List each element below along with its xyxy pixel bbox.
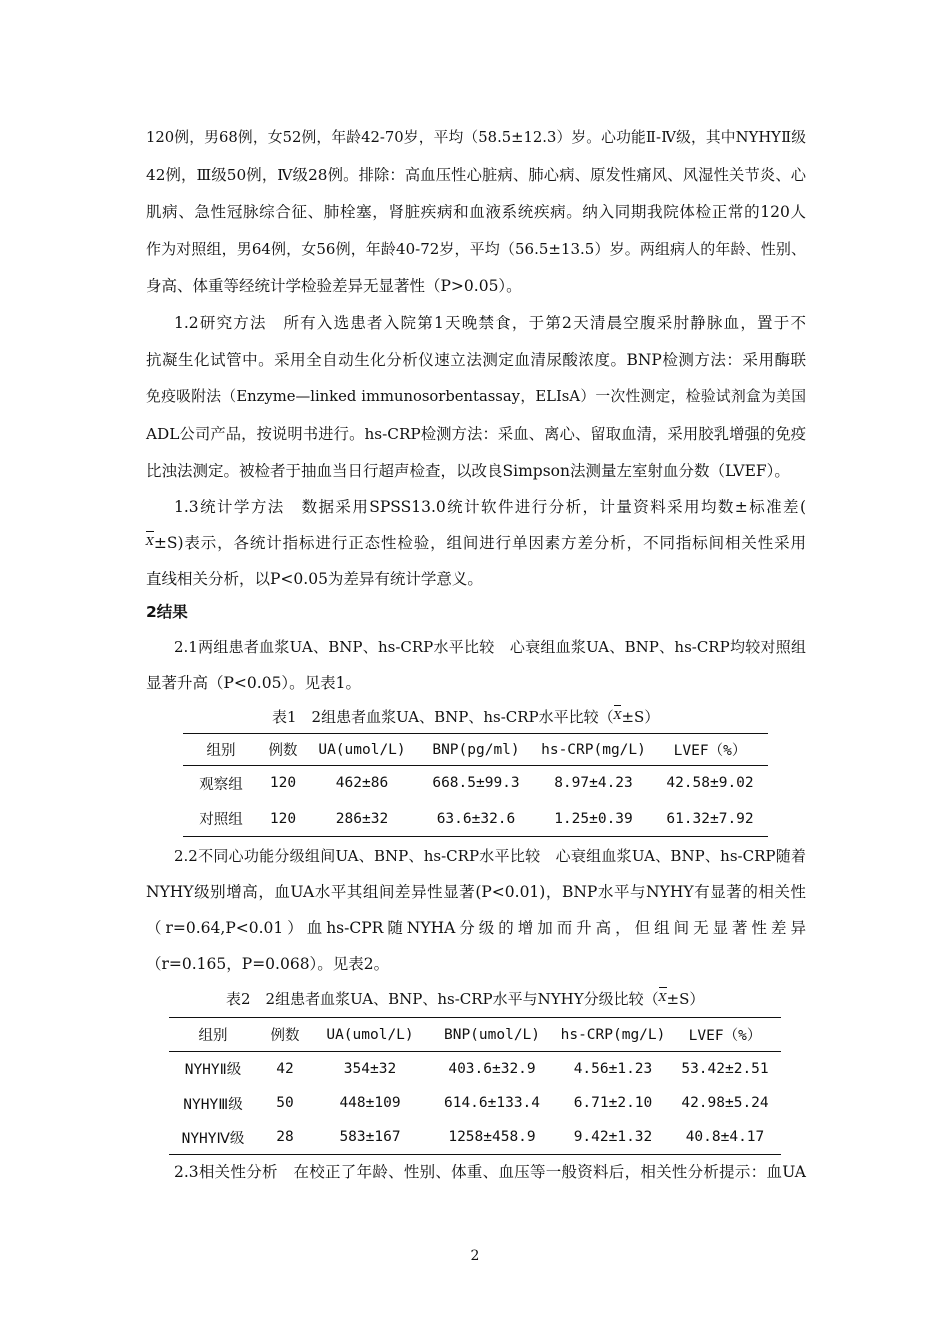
table-cell: 8.97±4.23	[554, 775, 633, 791]
table-cell: 观察组	[199, 776, 243, 793]
table-cell: 28	[276, 1129, 294, 1145]
table-caption: 表2 2组患者血浆UA、BNP、hs-CRP水平与NYHY分级比较（X±S）	[226, 990, 705, 1008]
table-row	[183, 801, 768, 836]
table-cell: 对照组	[199, 812, 243, 828]
table-cell: 6.71±2.10	[573, 1095, 653, 1111]
paragraph-line: 肌病、急性冠脉综合征、肺栓塞，肾脏疾病和血液系统疾病。纳入同期我院体检正常的120人	[146, 203, 806, 221]
paragraph-line: NYHY级别增高，血UA水平其组间差异性显著(P<0.01)，BNP水平与NYHY有显著的相关性	[146, 883, 806, 901]
paragraph-line: 直线相关分析，以P<0.05为差异有统计学意义。	[146, 570, 483, 588]
table-row	[169, 1086, 781, 1120]
section-heading: 2结果	[146, 603, 188, 621]
table-cell: 462±86	[335, 775, 389, 791]
table-cell: 9.42±1.32	[573, 1129, 653, 1145]
paragraph-line: 抗凝生化试管中。采用全自动生化分析仪速立法测定血清尿酸浓度。BNP检测方法：采用酶联	[146, 351, 806, 369]
table-cell: 1258±458.9	[448, 1129, 536, 1145]
table-cell: 42.98±5.24	[681, 1095, 769, 1111]
table-cell: NYHYⅡ级	[184, 1062, 242, 1078]
table-cell: 40.8±4.17	[685, 1129, 765, 1145]
paragraph-text: ±S)表示，各统计指标进行正态性检验，组间进行单因素方差分析，不同指标间相关性采用	[153, 534, 806, 552]
paragraph-line: 1.3统计学方法 数据采用SPSS13.0统计软件进行分析，计量资料采用均数±标准差(	[174, 498, 806, 516]
table-cell: 448±109	[339, 1095, 401, 1111]
table-cell: 120	[269, 810, 297, 827]
column-header: UA(umol/L)	[318, 741, 406, 758]
column-header: 组别	[198, 1028, 228, 1044]
table-cell: 53.42±2.51	[681, 1060, 769, 1077]
table-caption: 表1 2组患者血浆UA、BNP、hs-CRP水平比较（X±S）	[272, 708, 660, 726]
table-cell: 61.32±7.92	[666, 810, 754, 827]
column-header: hs-CRP(mg/L)	[560, 1026, 666, 1043]
column-header: BNP(pg/ml)	[432, 741, 520, 758]
table-header-row	[169, 1018, 781, 1051]
paragraph-line: ADL公司产品，按说明书进行。hs-CRP检测方法：采血、离心、留取血清，采用胶乳增强的免疫	[146, 425, 806, 443]
column-header: 例数	[270, 1028, 300, 1044]
paragraph-line: 2.2不同心功能分级组间UA、BNP、hs-CRP水平比较 心衰组血浆UA、BNP、hs-CRP随着	[174, 847, 806, 865]
mean-symbol: X	[146, 532, 154, 552]
column-header: LVEF（%）	[673, 743, 747, 759]
paragraph-line: （r=0.165，P=0.068）。见表2。	[146, 955, 390, 973]
paragraph-line: 42例，Ⅲ级50例，Ⅳ级28例。排除：高血压性心脏病、肺心病、原发性痛风、风湿性关节炎、心	[146, 166, 806, 184]
table-cell: NYHYⅣ级	[181, 1130, 245, 1147]
table-cell: 4.56±1.23	[573, 1060, 653, 1077]
column-header: 组别	[206, 743, 236, 759]
paragraph-line: 免疫吸附法（Enzyme—linked immunosorbentassay，ELIsA）一次性测定，检验试剂盒为美国	[146, 388, 806, 405]
table-header-row	[183, 734, 768, 765]
paragraph-line: 比浊法测定。被检者于抽血当日行超声检查，以改良Simpson法测量左室射血分数（LVEF）。	[146, 462, 790, 480]
table-row	[169, 1120, 781, 1154]
paragraph-line: 2.3相关性分析 在校正了年龄、性别、体重、血压等一般资料后，相关性分析提示：血UA	[174, 1163, 806, 1181]
table-bottom-rule	[183, 836, 768, 837]
paragraph-line: 作为对照组，男64例，女56例，年龄40-72岁，平均（56.5±13.5）岁。两组病人的年龄、性别、	[146, 240, 806, 258]
table-bottom-rule	[169, 1154, 781, 1155]
table-row	[169, 1051, 781, 1086]
paragraph-line: 身高、体重等经统计学检验差异无显著性（P>0.05）。	[146, 277, 522, 295]
mean-symbol: X	[614, 706, 622, 726]
table-cell: 50	[276, 1095, 294, 1111]
paragraph-line: 120例，男68例，女52例，年龄42-70岁，平均（58.5±12.3）岁。心功能Ⅱ-Ⅳ级，其中NYHYⅡ级	[146, 129, 806, 146]
table-2	[169, 1018, 781, 1154]
table-cell: 42.58±9.02	[666, 775, 754, 791]
table-row	[183, 765, 768, 801]
table-cell: 42	[276, 1060, 294, 1077]
mean-symbol: X	[659, 988, 667, 1008]
table-cell: 403.6±32.9	[448, 1060, 536, 1077]
column-header: LVEF（%）	[688, 1028, 762, 1044]
table-cell: 286±32	[335, 810, 389, 827]
paragraph-line	[146, 533, 806, 555]
column-header: 例数	[268, 743, 298, 759]
column-header: BNP(umol/L)	[443, 1026, 541, 1043]
table-cell: 583±167	[339, 1129, 401, 1145]
table-cell: 668.5±99.3	[432, 775, 520, 791]
paragraph-line: 1.2研究方法 所有入选患者入院第1天晚禁食，于第2天清晨空腹采肘静脉血，置于不	[174, 314, 806, 332]
table-cell: 354±32	[343, 1060, 397, 1077]
paragraph-line: 显著升高（P<0.05）。见表1。	[146, 674, 362, 692]
table-cell: 614.6±133.4	[443, 1095, 541, 1111]
table-cell: 120	[269, 775, 297, 791]
table-cell: NYHYⅢ级	[183, 1096, 243, 1113]
page-number: 2	[470, 1248, 480, 1264]
paragraph-line: 2.1两组患者血浆UA、BNP、hs-CRP水平比较 心衰组血浆UA、BNP、hs-CRP均较对照组	[174, 638, 806, 656]
table-1	[183, 734, 768, 836]
paragraph-line: （r=0.64,P<0.01）血hs-CPR随NYHA分级的增加而升高，但组间无显著性差异	[146, 919, 806, 937]
table-cell: 63.6±32.6	[436, 810, 516, 827]
column-header: hs-CRP(mg/L)	[541, 741, 646, 758]
column-header: UA(umol/L)	[326, 1026, 414, 1043]
table-cell: 1.25±0.39	[554, 810, 633, 827]
